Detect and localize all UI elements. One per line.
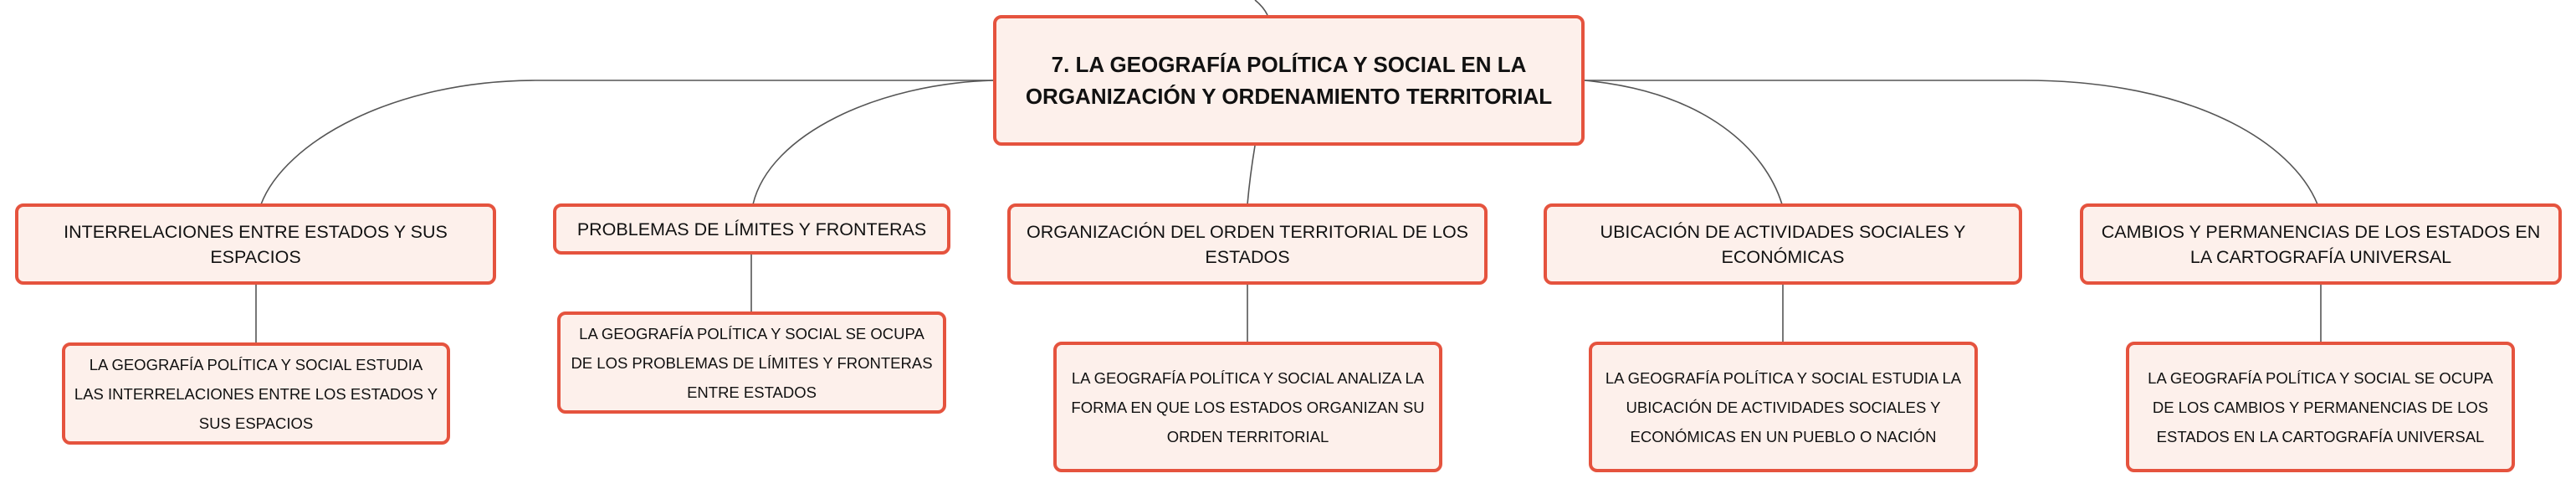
connector-root-branch-2 — [753, 80, 993, 204]
branch-cartografia[interactable] — [2080, 203, 2562, 285]
branch-label: ORGANIZACIÓN DEL ORDEN TERRITORIAL DE LOS ESTADOS — [1026, 221, 1469, 267]
connector-root-branch-4 — [1585, 80, 1782, 204]
detail-cartografia[interactable] — [2126, 342, 2515, 472]
detail-text: LA GEOGRAFÍA POLÍTICA Y SOCIAL ANALIZA LA FORMA EN QUE LOS ESTADOS ORGANIZAN SU ORDEN TERRITORIAL — [1071, 368, 1425, 445]
branch-orden-territorial[interactable] — [1007, 203, 1488, 285]
branch-label: INTERRELACIONES ENTRE ESTADOS Y SUS ESPACIOS — [64, 221, 448, 267]
branch-actividades[interactable] — [1544, 203, 2022, 285]
connector-root-branch-5 — [1585, 80, 2317, 204]
detail-text: LA GEOGRAFÍA POLÍTICA Y SOCIAL ESTUDIA LAS INTERRELACIONES ENTRE LOS ESTADOS Y SUS ESPACIOS — [74, 355, 438, 432]
root-topic[interactable] — [993, 15, 1585, 146]
root-topic-label: 7. LA GEOGRAFÍA POLÍTICA Y SOCIAL EN LA ORGANIZACIÓN Y ORDENAMIENTO TERRITORIAL — [1025, 52, 1553, 109]
branch-label: PROBLEMAS DE LÍMITES Y FRONTERAS — [576, 219, 927, 239]
detail-text: LA GEOGRAFÍA POLÍTICA Y SOCIAL SE OCUPA DE LOS CAMBIOS Y PERMANENCIAS DE LOS ESTADOS EN LA CARTOGRAFÍA UNIVERSAL — [2148, 368, 2493, 445]
branch-interrelaciones[interactable] — [15, 203, 496, 285]
branch-label: UBICACIÓN DE ACTIVIDADES SOCIALES Y ECONÓMICAS — [1600, 221, 1966, 267]
connector-root-top — [1255, 0, 1268, 15]
branch-label: CAMBIOS Y PERMANENCIAS DE LOS ESTADOS EN LA CARTOGRAFÍA UNIVERSAL — [2101, 221, 2541, 267]
detail-actividades[interactable] — [1589, 342, 1978, 472]
connector-root-branch-3 — [1247, 146, 1255, 204]
branch-limites-fronteras[interactable] — [553, 203, 950, 255]
detail-orden-territorial[interactable] — [1053, 342, 1442, 472]
detail-limites-fronteras[interactable] — [557, 311, 946, 414]
detail-interrelaciones[interactable] — [62, 342, 450, 445]
detail-text: LA GEOGRAFÍA POLÍTICA Y SOCIAL ESTUDIA LA UBICACIÓN DE ACTIVIDADES SOCIALES Y ECONÓMICAS EN UN PUEBLO O NACIÓN — [1605, 368, 1962, 445]
detail-text: LA GEOGRAFÍA POLÍTICA Y SOCIAL SE OCUPA DE LOS PROBLEMAS DE LÍMITES Y FRONTERAS ENTRE ESTADOS — [571, 324, 933, 401]
